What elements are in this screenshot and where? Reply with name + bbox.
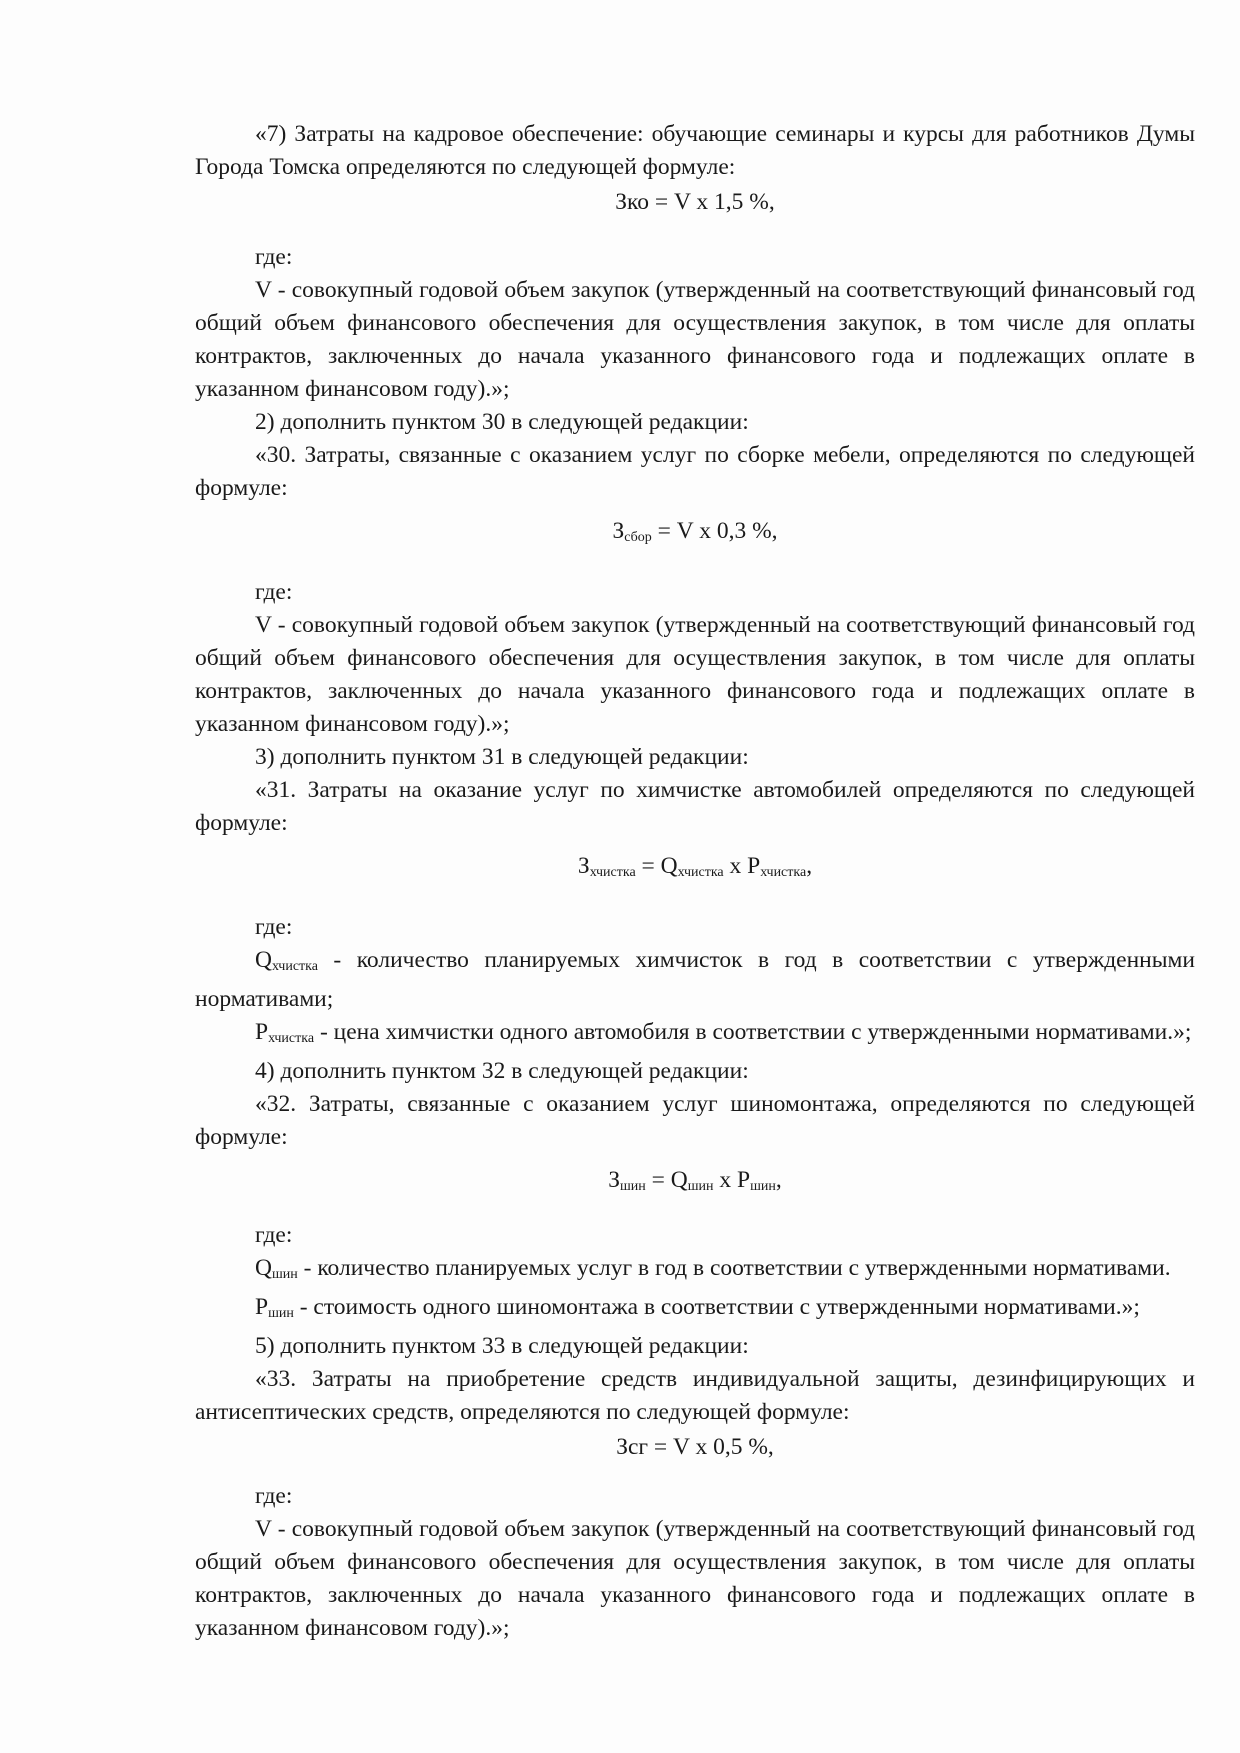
- where-label: где:: [255, 244, 293, 270]
- formula-zshin: $З_{шин} = Q_{шин}$ x $P_{шин}$,: [608, 1167, 782, 1194]
- where-label: где:: [255, 1222, 293, 1248]
- paragraph-32-intro: «32. Затраты, связанные с оказанием услуг шиномонтажа, определяются по следующей формуле:: [195, 1091, 1195, 1150]
- v-definition: V - совокупный годовой объем закупок (утвержденный на соответствующий финансовый год общий объем финансового обеспечения для осуществления закупок, в том числе для оплаты контрактов, заключенных до начала указанного финансового года и подлежащих оплате в указанном финансовом году).»;: [195, 1516, 1195, 1641]
- where-label: где:: [255, 579, 293, 605]
- formula-zsbor: $З_{сбор} = V$ x 0,3 %,: [612, 518, 778, 545]
- formula-zxchistka: $З_{хчистка} = Q_{хчистка}$ x $P_{хчистка}$,: [577, 853, 813, 880]
- p-shin-definition: $P_{шин}$ - стоимость одного шиномонтажа в соответствии с утвержденными нормативами.»;: [255, 1294, 1140, 1321]
- v-definition: V - совокупный годовой объем закупок (утвержденный на соответствующий финансовый год общий объем финансового обеспечения для осуществления закупок, в том числе для оплаты контрактов, заключенных до начала указанного финансового года и подлежащих оплате в указанном финансовом году).»;: [195, 612, 1195, 737]
- item-4: 4) дополнить пунктом 32 в следующей редакции:: [255, 1058, 749, 1084]
- paragraph-30-intro: «30. Затраты, связанные с оказанием услуг по сборке мебели, определяются по следующей формуле:: [195, 442, 1195, 501]
- q-shin-definition: $Q_{шин}$ - количество планируемых услуг в год в соответствии с утвержденными нормативами.: [255, 1255, 1171, 1282]
- document-body: [195, 118, 1195, 1645]
- v-definition: V - совокупный годовой объем закупок (утвержденный на соответствующий финансовый год общий объем финансового обеспечения для осуществления закупок, в том числе для оплаты контрактов, заключенных до начала указанного финансового года и подлежащих оплате в указанном финансовом году).»;: [195, 277, 1195, 402]
- item-3: 3) дополнить пунктом 31 в следующей редакции:: [255, 744, 749, 770]
- p-xchistka-definition: $P_{хчистка}$ - цена химчистки одного автомобиля в соответствии с утвержденными нормативами.»;: [255, 1019, 1192, 1046]
- item-5: 5) дополнить пунктом 33 в следующей редакции:: [255, 1333, 749, 1359]
- paragraph-33-intro: «33. Затраты на приобретение средств индивидуальной защиты, дезинфицирующих и антисептических средств, определяются по следующей формуле:: [195, 1366, 1195, 1425]
- where-label: где:: [255, 914, 293, 940]
- item-2: 2) дополнить пунктом 30 в следующей редакции:: [255, 409, 749, 435]
- paragraph-31-intro: «31. Затраты на оказание услуг по химчистке автомобилей определяются по следующей формуле:: [195, 777, 1195, 836]
- formula-zko: Зко = V x 1,5 %,: [615, 189, 775, 215]
- q-xchistka-definition: $Q_{хчистка}$ - количество планируемых химчисток в год в соответствии с утвержденными нормативами;: [195, 947, 1195, 1012]
- where-label: где:: [255, 1483, 293, 1509]
- formula-zsg: Зсг = V x 0,5 %,: [616, 1434, 774, 1460]
- paragraph-7-intro: «7) Затраты на кадровое обеспечение: обучающие семинары и курсы для работников Думы Города Томска определяются по следующей формуле:: [195, 121, 1195, 180]
